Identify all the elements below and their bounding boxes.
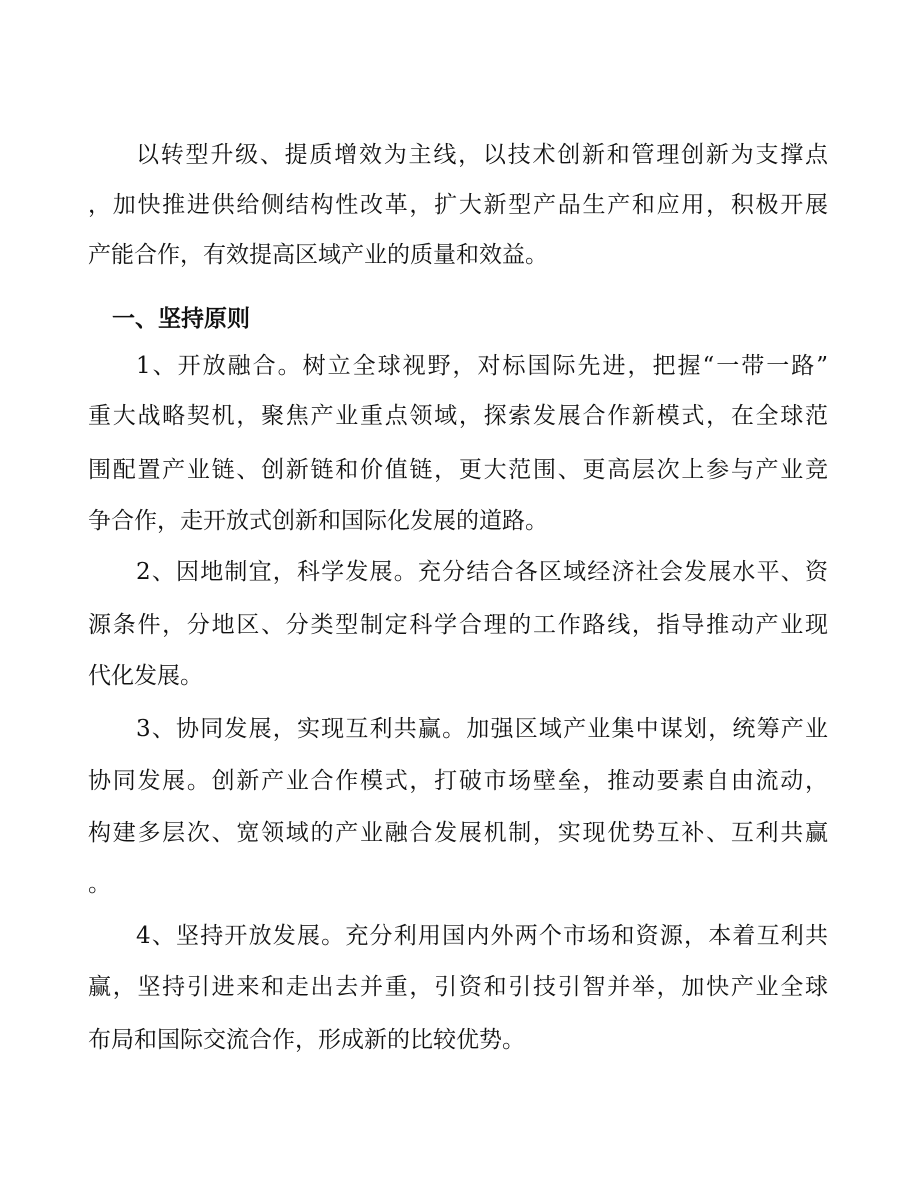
principle-2-line-3: 代化发展。 (88, 663, 203, 689)
intro-line-3: 产能合作，有效提高区域产业的质量和效益。 (88, 242, 548, 268)
principle-4-line-3: 布局和国际交流合作，形成新的比较优势。 (88, 1027, 525, 1053)
principle-3-line-3: 构建多层次、宽领域的产业融合发展机制，实现优势互补、互利共赢 (88, 820, 828, 846)
principle-4-line-2: 赢，坚持引进来和走出去并重，引资和引技引智并举，加快产业全球 (88, 974, 828, 1000)
principle-1-line-4: 争合作，走开放式创新和国际化发展的道路。 (88, 508, 548, 534)
principle-3-line-2: 协同发展。创新产业合作模式，打破市场壁垒，推动要素自由流动， (88, 768, 828, 794)
principle-2-line-2: 源条件，分地区、分类型制定科学合理的工作路线，指导推动产业现 (88, 612, 828, 638)
principle-1-line-2: 重大战略契机，聚焦产业重点领域，探索发展合作新模式，在全球范 (88, 403, 828, 429)
intro-line-2: ，加快推进供给侧结构性改革，扩大新型产品生产和应用，积极开展 (88, 192, 828, 218)
principle-3-line-4: 。 (88, 871, 111, 897)
section-heading: 一、坚持原则 (112, 306, 250, 332)
principle-4-line-1: 4、坚持开放发展。充分利用国内外两个市场和资源，本着互利共 (136, 923, 828, 949)
principle-2-line-1: 2、因地制宜，科学发展。充分结合各区域经济社会发展水平、资 (136, 559, 828, 585)
principle-3-line-1: 3、协同发展，实现互利共赢。加强区域产业集中谋划，统筹产业 (136, 716, 828, 742)
intro-line-1: 以转型升级、提质增效为主线，以技术创新和管理创新为支撑点 (136, 142, 828, 168)
principle-1-line-3: 围配置产业链、创新链和价值链，更大范围、更高层次上参与产业竞 (88, 457, 828, 483)
principle-1-line-1: 1、开放融合。树立全球视野，对标国际先进，把握“一带一路” (136, 353, 828, 379)
